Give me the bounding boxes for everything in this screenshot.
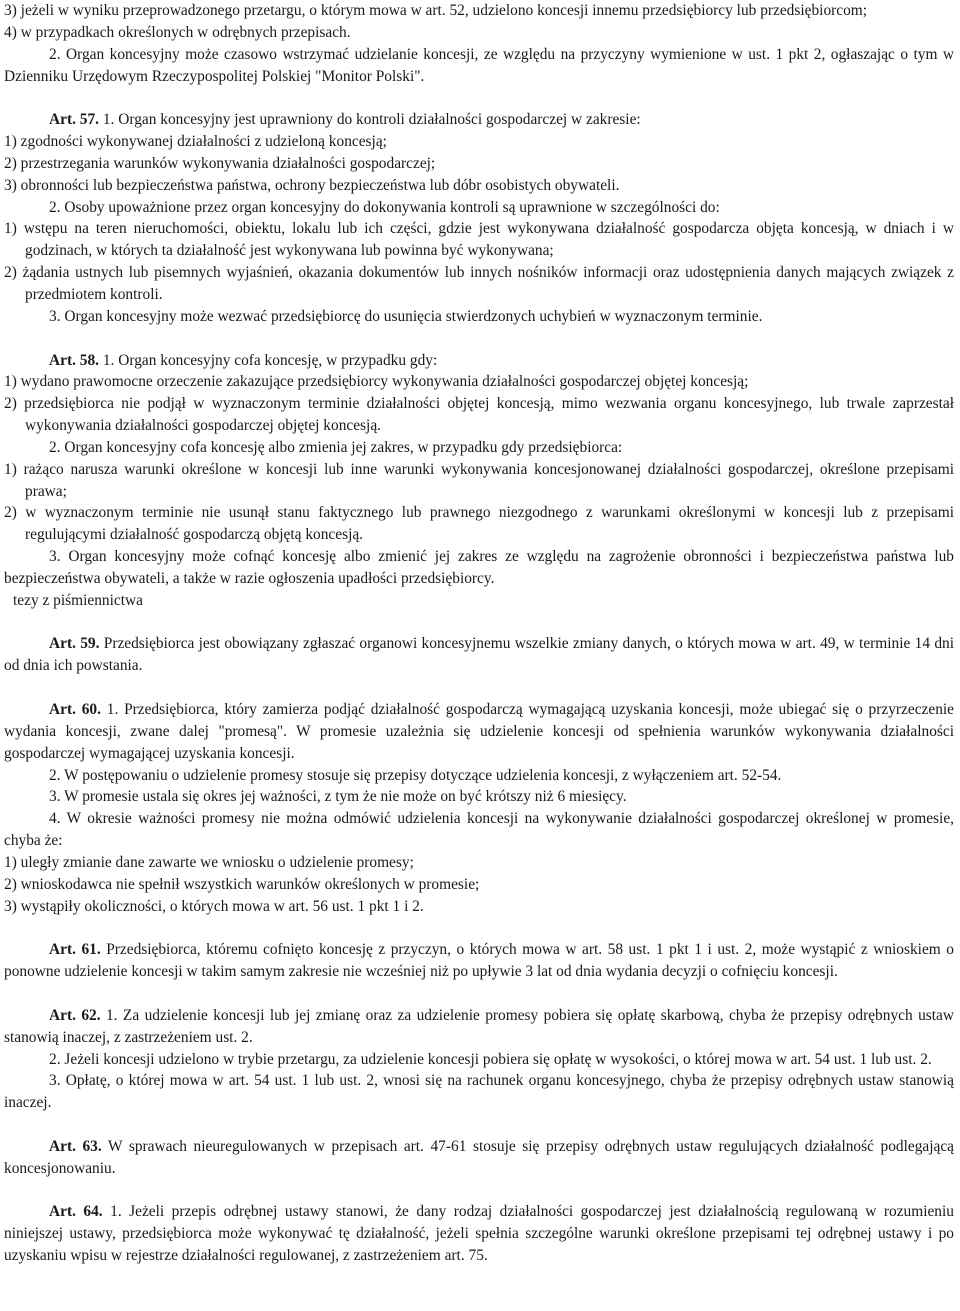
article-number: Art. 64. — [49, 1203, 103, 1221]
paragraph-text: 2) przedsiębiorca nie podjął w wyznaczonym terminie działalności objętej koncesją, mimo wezwania organu koncesyjnego, lub trwale zaprzestał wykonywania działalności gospodarczej objętej koncesją. — [4, 395, 954, 435]
paragraph-gap — [4, 328, 954, 350]
paragraph-gap — [4, 1180, 954, 1202]
paragraph — [4, 808, 954, 852]
paragraph-text: Przedsiębiorca jest obowiązany zgłaszać organowi koncesyjnemu wszelkie zmiany danych, o których mowa w art. 49, w terminie 14 dni od dnia ich powstania. — [4, 635, 954, 675]
paragraph — [4, 1070, 954, 1114]
paragraph — [4, 590, 954, 612]
paragraph — [4, 437, 954, 459]
paragraph-text: 2. W postępowaniu o udzielenie promesy stosuje się przepisy dotyczące udzielenia koncesji, z wyłączeniem art. 52-54. — [49, 766, 782, 784]
paragraph-text: 2) przestrzegania warunków wykonywania działalności gospodarczej; — [4, 154, 436, 172]
paragraph — [4, 765, 954, 787]
paragraph-text: 3. Organ koncesyjny może cofnąć koncesję albo zmienić jej zakres ze względu na zagrożenie obronności i bezpieczeństwa państwa lub bezpieczeństwa obywateli, a także w razie ogłoszenia upadłości przedsiębiorcy. — [4, 548, 954, 587]
paragraph-gap — [4, 612, 954, 634]
paragraph-text: 2. Organ koncesyjny może czasowo wstrzymać udzielanie koncesji, ze względu na przyczyny wymienione w ust. 1 pkt 2, ogłaszając o tym w Dzienniku Urzędowym Rzeczypospolitej Polskiej "Monitor Polski". — [4, 45, 954, 85]
list-item — [4, 218, 954, 262]
paragraph-text: 1) zgodności wykonywanej działalności z udzieloną koncesją; — [4, 133, 387, 151]
list-item — [4, 0, 954, 22]
list-item — [4, 874, 954, 896]
paragraph-gap — [4, 677, 954, 699]
paragraph-text: 3. Opłatę, o której mowa w art. 54 ust. 1 lub ust. 2, wnosi się na rachunek organu koncesyjnego, chyba że przepisy odrębnych ustaw stanowią inaczej. — [4, 1072, 954, 1112]
paragraph-text: 2) wnioskodawca nie spełnił wszystkich warunków określonych w promesie; — [4, 875, 480, 893]
article-paragraph — [4, 699, 954, 765]
paragraph-text: 3. W promesie ustala się okres jej ważności, z tym że nie może on być krótszy niż 6 miesięcy. — [49, 788, 627, 806]
list-item — [4, 131, 954, 153]
article-paragraph — [4, 633, 954, 677]
paragraph — [4, 546, 954, 590]
article-number: Art. 58. — [49, 351, 100, 369]
paragraph — [4, 306, 954, 328]
article-paragraph — [4, 939, 954, 983]
list-item — [4, 175, 954, 197]
paragraph-text: 1. Za udzielenie koncesji lub jej zmianę oraz za udzielenie promesy pobiera się opłatę skarbową, chyba że przepisy odrębnych ustaw stanowią inaczej, z zastrzeżeniem ust. 2. — [4, 1006, 954, 1046]
paragraph — [4, 44, 954, 88]
list-item — [4, 502, 954, 546]
paragraph-gap — [4, 983, 954, 1005]
article-number: Art. 63. — [49, 1137, 102, 1155]
paragraph-text: 1. Organ koncesyjny cofa koncesję, w przypadku gdy: — [99, 351, 438, 369]
list-item — [4, 896, 954, 918]
paragraph-text: 4. W okresie ważności promesy nie można odmówić udzielenia koncesji na wykonywanie działalności gospodarczej określonej w promesie, chyba że: — [4, 810, 954, 850]
article-number: Art. 62. — [49, 1006, 101, 1024]
paragraph-text: 2) w wyznaczonym terminie nie usunął stanu faktycznego lub prawnego niezgodnego z warunkami określonymi w koncesji lub z przepisami regulującymi działalność gospodarczą objętą koncesją. — [4, 504, 954, 544]
paragraph-text: 2. Jeżeli koncesji udzielono w trybie przetargu, za udzielenie koncesji pobiera się opłatę w wysokości, o której mowa w art. 54 ust. 1 lub ust. 2. — [49, 1050, 932, 1068]
paragraph-text: 2) żądania ustnych lub pisemnych wyjaśnień, okazania dokumentów lub innych nośników informacji oraz udostępnienia danych mających związek z przedmiotem kontroli. — [4, 264, 954, 303]
list-item — [4, 262, 954, 306]
paragraph-text: 4) w przypadkach określonych w odrębnych przepisach. — [4, 23, 351, 41]
paragraph-text: 2. Organ koncesyjny cofa koncesję albo zmienia jej zakres, w przypadku gdy przedsiębiorca: — [49, 438, 623, 456]
paragraph-text: 3. Organ koncesyjny może wezwać przedsiębiorcę do usunięcia stwierdzonych uchybień w wyznaczonym terminie. — [49, 307, 763, 325]
paragraph-text: 1) uległy zmianie dane zawarte we wniosku o udzielenie promesy; — [4, 853, 414, 871]
list-item — [4, 22, 954, 44]
paragraph — [4, 197, 954, 219]
paragraph — [4, 1049, 954, 1071]
list-item — [4, 371, 954, 393]
paragraph-text: 1) wstępu na teren nieruchomości, obiektu, lokalu lub ich części, gdzie jest wykonywana działalność gospodarcza objęta koncesją, w dniach i w godzinach, w których ta działalność jest wykonywana lub powinna być wykonywana; — [4, 220, 954, 260]
paragraph-text: 3) wystąpiły okoliczności, o których mowa w art. 56 ust. 1 pkt 1 i 2. — [4, 897, 424, 915]
paragraph-text: W sprawach nieuregulowanych w przepisach art. 47-61 stosuje się przepisy odrębnych ustaw regulujących działalność podlegającą koncesjonowaniu. — [4, 1137, 954, 1177]
article-number: Art. 59. — [49, 635, 100, 653]
paragraph-text: 1. Jeżeli przepis odrębnej ustawy stanowi, że dany rodzaj działalności gospodarczej jest działalnością regulowaną w rozumieniu niniejszej ustawy, przedsiębiorca może wykonywać tę działalność, jeżeli spełnia szczególne warunki określone przepisami tej odrębnej ustawy i po uzyskaniu wpisu w rejestrze działalności regulowanej, z zastrzeżeniem art. 75. — [4, 1203, 954, 1265]
list-item — [4, 393, 954, 437]
paragraph — [4, 786, 954, 808]
paragraph-text: 1) wydano prawomocne orzeczenie zakazujące przedsiębiorcy wykonywania działalności gospodarczej objętej koncesją; — [4, 373, 749, 391]
article-number: Art. 60. — [49, 701, 101, 718]
list-item — [4, 852, 954, 874]
paragraph-text: 1. Przedsiębiorca, który zamierza podjąć działalność gospodarczą wymagającą uzyskania koncesji, może ubiegać się o przyrzeczenie wydania koncesji, zwane dalej "promesą". W promesie uzależnia się udzielenie koncesji od spełnienia warunków wykonywania działalności gospodarczej wymagającej uzyskania koncesji. — [4, 701, 954, 762]
article-number: Art. 57. — [49, 111, 100, 129]
paragraph-gap — [4, 87, 954, 109]
paragraph-text: 2. Osoby upoważnione przez organ koncesyjny do dokonywania kontroli są uprawnione w szczególności do: — [49, 198, 720, 216]
article-paragraph — [4, 1136, 954, 1180]
paragraph-gap — [4, 1114, 954, 1136]
article-paragraph — [4, 1201, 954, 1267]
list-item — [4, 459, 954, 503]
paragraph-text: Przedsiębiorca, któremu cofnięto koncesję z przyczyn, o których mowa w art. 58 ust. 1 pkt 1 i ust. 2, może wystąpić z wnioskiem o ponowne udzielenie koncesji w takim samym zakresie nie wcześniej niż po upływie 3 lat od dnia wydania decyzji o cofnięciu koncesji. — [4, 941, 954, 981]
list-item — [4, 153, 954, 175]
article-paragraph — [4, 350, 954, 372]
paragraph-text: tezy z piśmiennictwa — [13, 591, 143, 609]
paragraph-text: 1) rażąco narusza warunki określone w koncesji lub inne warunki wykonywania koncesjonowanej działalności gospodarczej, określone przepisami prawa; — [4, 460, 954, 500]
article-number: Art. 61. — [49, 941, 101, 959]
paragraph-text: 3) obronności lub bezpieczeństwa państwa, ochrony bezpieczeństwa lub dóbr osobistych obywateli. — [4, 176, 620, 194]
article-paragraph — [4, 109, 954, 131]
paragraph-text: 1. Organ koncesyjny jest uprawniony do kontroli działalności gospodarczej w zakresie: — [99, 111, 641, 129]
paragraph-gap — [4, 917, 954, 939]
article-paragraph — [4, 1005, 954, 1049]
paragraph-text: 3) jeżeli w wyniku przeprowadzonego przetargu, o którym mowa w art. 52, udzielono koncesji innemu przedsiębiorcy lub przedsiębiorcom; — [4, 2, 868, 19]
